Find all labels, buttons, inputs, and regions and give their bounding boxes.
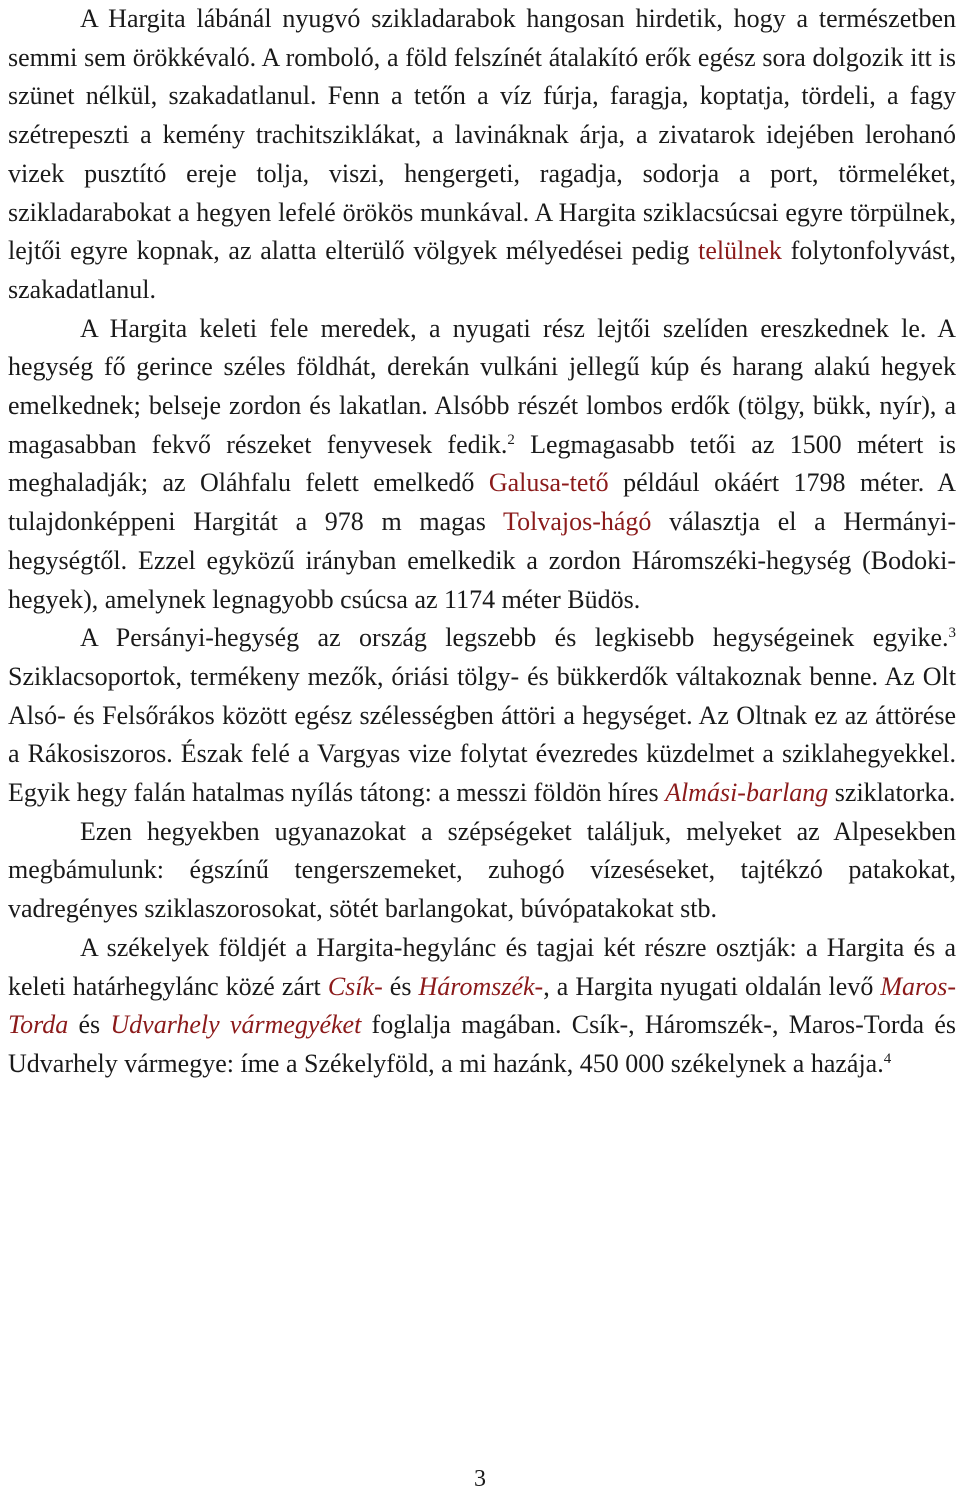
footnote-ref[interactable]: 3	[948, 625, 956, 642]
place-name-link[interactable]: telülnek	[698, 236, 782, 266]
text-run: és	[382, 971, 419, 1001]
text-run: Legmagasabb tetői az 1500 métert is meghaladják; az Oláhfalu felett emelkedő	[8, 429, 956, 498]
text-run: és	[68, 1010, 111, 1040]
text-run: folytonfolyvást, szakadatlanul.	[8, 236, 956, 304]
place-name-link[interactable]: Háromszék-	[418, 971, 544, 1001]
text-run: választja el a Hermányi-hegységtől. Ezzel egyközű irányban emelkedik a zordon Háromszéki-hegység (Bodoki-hegyek), amelynek legnagyobb csúcsa az 1174 méter Büdös.	[8, 507, 956, 614]
paragraph	[8, 619, 956, 813]
paragraph	[8, 929, 956, 1084]
paragraph	[8, 813, 956, 929]
text-run: A Hargita keleti fele meredek, a nyugati rész lejtői szelíden ereszkednek le. A hegység fő gerince széles földhát, derekán vulkáni jellegű kúp és harang alakú hegyek emelkednek; belseje zordon és lakatlan. Alsóbb részét lombos erdők (tölgy, bükk, nyír), a magasabban fekvő részeket fenyvesek fedik.	[8, 313, 956, 459]
footnote-ref[interactable]: 2	[507, 431, 515, 448]
place-name-link[interactable]: Galusa-tető	[488, 468, 609, 498]
text-run: A Hargita lábánál nyugvó szikladarabok hangosan hirdetik, hogy a természetben semmi sem örökkévaló. A romboló, a föld felszínét átalakító erők egész sora dolgozik itt is szünet nélkül, szakadatlanul. Fenn a tetőn a víz fúrja, faragja, koptatja, tördeli, a fagy szétrepeszti a kemény trachitsziklákat, a lavináknak árja, a zivatarok idejében lerohanó vizek pusztító ereje tolja, viszi, hengergeti, ragadja, sodorja a port, törmeléket, szikladarabokat a hegyen lefelé örökös munkával. A Hargita sziklacsúcsai egyre törpülnek, lejtői egyre kopnak, az alatta elterülő völgyek mélyedései pedig	[8, 4, 956, 266]
text-run: Ezen hegyekben ugyanazokat a szépségeket találjuk, melyeket az Alpesekben megbámulunk: égszínű tengerszemeket, zuhogó vízeséseket, tajtékzó patakokat, vadregényes sziklaszorosokat, sötét barlangokat, búvópatakokat stb.	[8, 816, 956, 924]
paragraph	[8, 310, 956, 620]
text-run: A székelyek földjét a Hargita-hegylánc és tagjai két részre osztják: a Hargita és a keleti határhegylánc közé zárt	[8, 932, 956, 1001]
text-run: foglalja magában. Csík-, Háromszék-, Maros-Torda és Udvarhely vármegye: íme a Székelyföld, a mi hazánk, 450 000 székelynek a hazája.	[8, 1010, 956, 1078]
footnote-ref[interactable]: 4	[883, 1050, 892, 1067]
place-name-link[interactable]: Tolvajos-hágó	[503, 507, 652, 537]
place-name-link[interactable]: Csík-	[327, 971, 383, 1001]
paragraph	[8, 0, 956, 310]
place-name-link[interactable]: Almási-barlang	[665, 778, 829, 808]
place-name-link[interactable]: Udvarhely vármegyéket	[110, 1010, 362, 1040]
text-run: A Persányi-hegység az ország legszebb és legkisebb hegységeinek egyike.	[80, 623, 949, 653]
text-run: sziklatorka.	[828, 778, 956, 808]
place-name-link[interactable]: Maros-Torda	[8, 971, 956, 1040]
text-run: , a Hargita nyugati oldalán levő	[543, 971, 881, 1001]
page-number: 3	[474, 1466, 486, 1492]
text-run: Sziklacsoportok, termékeny mezők, óriási tölgy- és bükkerdők váltakoznak benne. Az Olt Alsó- és Felsőrákos között egész szélességben áttöri a hegységet. Az Oltnak ez az áttörése a Rákosiszoros. Észak felé a Vargyas vize folytat évezredes küzdelmet a sziklahegyekkel. Egyik hegy falán hatalmas nyílás tátong: a messzi földön híres	[8, 661, 956, 808]
document-body	[8, 0, 956, 1084]
text-run: például okáért 1798 méter. A tulajdonképpeni Hargitát a 978 m magas	[8, 468, 956, 537]
